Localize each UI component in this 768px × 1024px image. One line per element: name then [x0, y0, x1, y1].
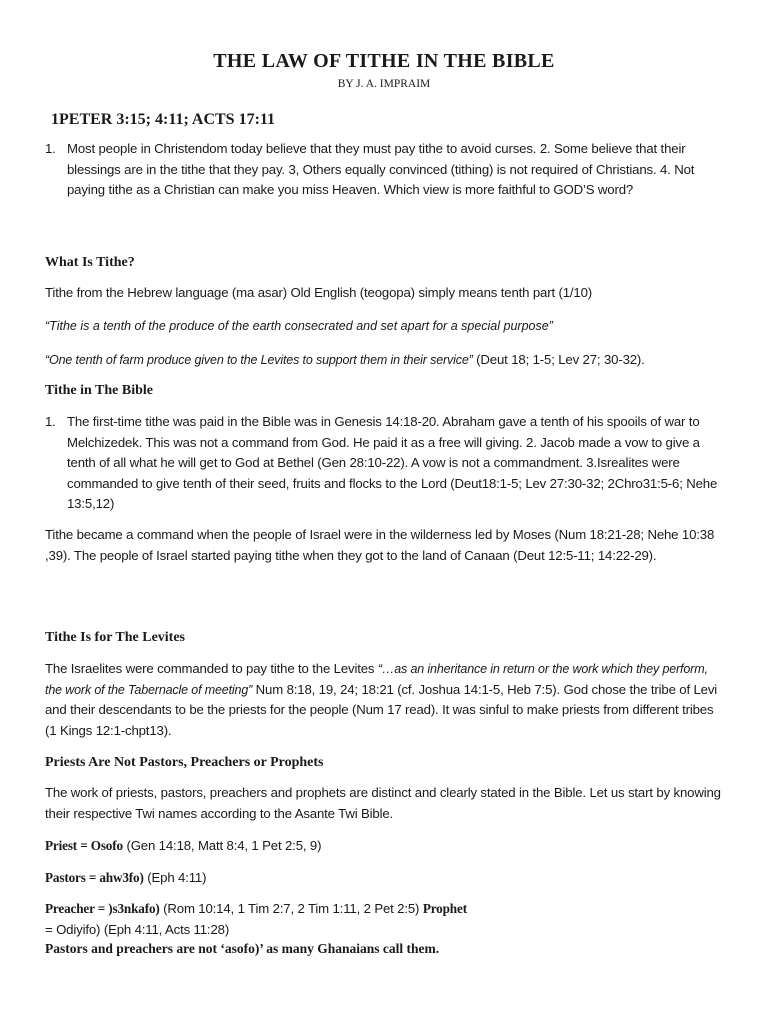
term-pastor — [45, 868, 725, 889]
levites-lead: The Israelites were commanded to pay tithe to the Levites — [45, 661, 378, 676]
levites-rest: Num 8:18, 19, 24; 18:21 (cf. Joshua 14:1-5, Heb 7:5). God chose the tribe of Levi and their descendants to be the priests for the people (Num 17 read). It was sinful to make priests from different tribes (1 Kings 12:1-chpt13). — [45, 681, 718, 738]
paragraph-tithe-definition: Tithe from the Hebrew language (ma asar) Old English (teogopa) simply means tenth part (1/10) — [45, 285, 593, 300]
intro-text: Most people in Christendom today believe that they must pay tithe to avoid curses. 2. Some believe that their blessings are in the tithe that they pay. 3, Others equally convinced (tithing) is not required of Christians. 4. Not paying tithe as a Christian can make you miss Heaven. Which view is more faithful to GOD’S word? — [67, 141, 695, 197]
pastor-term: Pastors = ahw3fo) — [45, 870, 144, 885]
tithe-in-bible-text: The first-time tithe was paid in the Bible was in Genesis 14:18-20. Abraham gave a tenth of his spooils of war to Melchizedek. This was not a command from God. He paid it as a free will giving. 2. Jacob made a vow to give a tenth of all what he will get to God at Bethel (Gen 28:10-22). A vow is not a commandment. 3.Isrealites were commanded to give tenth of their seed, fruits and flocks to the Lord (Deut18:1-5; Lev 27:30-32; 2Chro31:5-6; Nehe 13:5,12) — [67, 414, 718, 511]
quote-tithe-definition-2: “One tenth of farm produce given to the Levites to support them in their service” — [45, 353, 473, 367]
prophet-term-2: = Odiyifo) — [45, 921, 101, 937]
quote-reference: (Deut 18; 1-5; Lev 27; 30-32). — [472, 352, 645, 367]
quote-tithe-definition-1: “Tithe is a tenth of the produce of the earth consecrated and set apart for a special purpose” — [45, 319, 553, 333]
heading-tithe-for-levites: Tithe Is for The Levites — [45, 630, 186, 645]
heading-tithe-in-bible: Tithe in The Bible — [45, 383, 154, 398]
scripture-reference: 1PETER 3:15; 4:11; ACTS 17:11 — [51, 111, 276, 128]
list-number: 1. — [45, 141, 56, 156]
prophet-term: Prophet — [422, 901, 467, 916]
levites-quote: “…as an inheritance in return or the work which they perform, the work of the Tabernacle of meeting” — [45, 662, 708, 697]
intro-list-item — [45, 139, 725, 201]
tithe-in-bible-list-item — [45, 412, 725, 515]
paragraph-levites — [45, 659, 725, 741]
preacher-line — [45, 899, 725, 920]
priest-reference: (Gen 14:18, Matt 8:4, 1 Pet 2:5, 9) — [122, 838, 322, 853]
preacher-reference: (Rom 10:14, 1 Tim 2:7, 2 Tim 1:11, 2 Pet 2:5) — [159, 901, 423, 916]
priest-term: Priest = Osofo — [45, 838, 123, 853]
paragraph-tithe-command: Tithe became a command when the people of Israel were in the wilderness led by Moses (Num 18:21-28; Nehe 10:38 ,39). The people of Israel started paying tithe when they got to the land of Canaan (Deut 12:5-11; 14:22-29). — [45, 527, 715, 563]
document-title: THE LAW OF TITHE IN THE BIBLE — [213, 50, 555, 72]
heading-priests: Priests Are Not Pastors, Preachers or Prophets — [45, 755, 324, 770]
paragraph-tithe-definition-2 — [45, 350, 725, 371]
paragraph-priests: The work of priests, pastors, preachers and prophets are distinct and clearly stated in the Bible. Let us start by knowing their respective Twi names according to the Asante Twi Bible. — [45, 785, 721, 821]
author-byline: BY J. A. IMPRAIM — [337, 78, 431, 90]
term-priest — [45, 836, 725, 857]
preacher-term: Preacher = )s3nkafo) — [45, 901, 160, 916]
list-number: 1. — [45, 414, 56, 429]
heading-what-is-tithe: What Is Tithe? — [45, 255, 135, 270]
term-preacher-prophet — [45, 899, 725, 940]
prophet-line — [45, 920, 725, 941]
closing-statement: Pastors and preachers are not ‘asofo)’ as many Ghanaians call them. — [45, 941, 440, 956]
prophet-reference: (Eph 4:11, Acts 11:28) — [100, 921, 230, 937]
pastor-reference: (Eph 4:11) — [143, 870, 207, 885]
